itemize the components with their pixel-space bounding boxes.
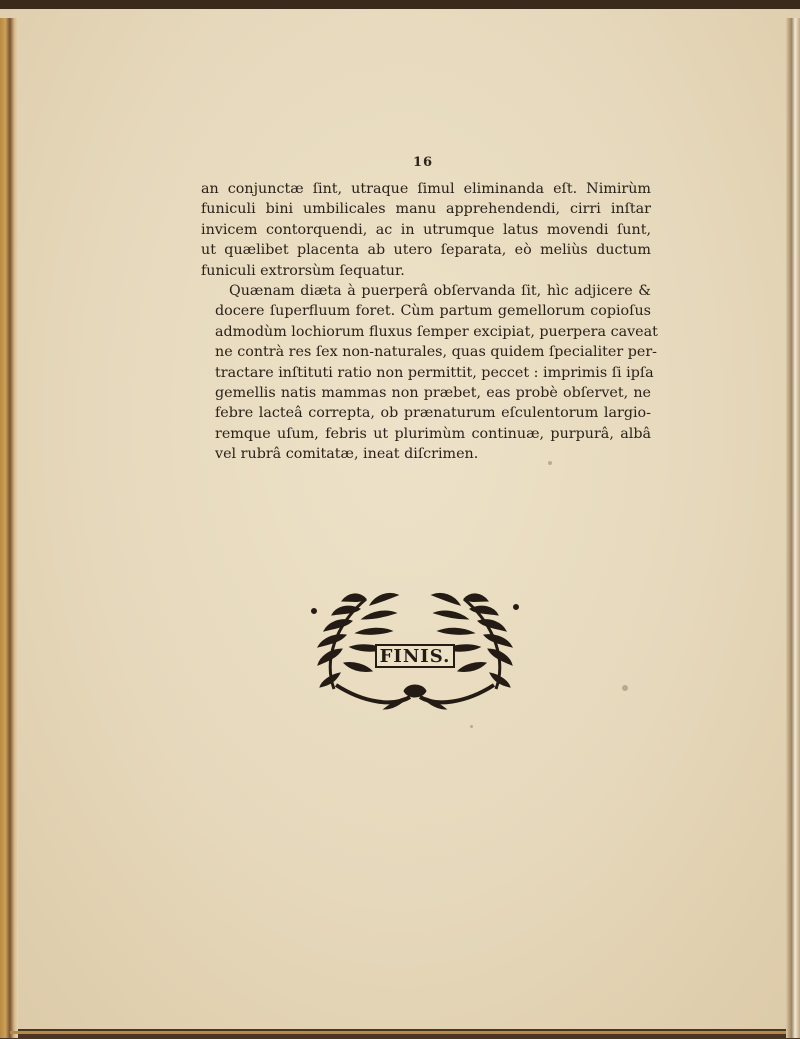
text-line: admodùm lochiorum fluxus ſemper excipiat, puerpera caveat bbox=[215, 323, 658, 340]
text-line: remque uſum, febris ut plurimùm continuæ, purpurâ, albâ bbox=[215, 425, 651, 442]
paper-fleck bbox=[470, 725, 473, 728]
text-line: febre lacteâ correpta, ob prænaturum eſculentorum largio- bbox=[215, 405, 651, 422]
body-text bbox=[201, 179, 658, 465]
page-number: 16 bbox=[413, 155, 434, 170]
text-line: ne contrà res ſex non-naturales, quas quidem ſpecialiter per- bbox=[215, 344, 658, 361]
paragraph-1 bbox=[201, 179, 651, 281]
text-line: gemellis natis mammas non præbet, eas probè obſervet, ne bbox=[215, 385, 651, 402]
paper-fleck bbox=[622, 685, 628, 691]
text-line: ut quælibet placenta ab utero ſeparata, eò meliùs ductum bbox=[201, 242, 651, 259]
text-line: docere ſuperfluum foret. Cùm partum gemellorum copioſus bbox=[215, 303, 651, 320]
text-line: tractare inſtituti ratio non permittit, peccet : imprimis ſi ipſa bbox=[215, 364, 654, 381]
bottom-rule bbox=[10, 1031, 786, 1034]
paragraph-2 bbox=[201, 281, 658, 465]
text-line: Quænam diæta à puerperâ obſervanda ſit, hìc adjicere & bbox=[229, 283, 651, 300]
page-fore-edge bbox=[786, 18, 800, 1038]
text-line: vel rubrâ comitatæ, ineat diſcrimen. bbox=[215, 446, 479, 463]
finis-label: FINIS. bbox=[379, 646, 451, 667]
finis-wreath-ornament bbox=[304, 581, 526, 713]
text-line: funiculi extrorsùm ſequatur. bbox=[201, 262, 405, 279]
text-line: funiculi bini umbilicales manu apprehendendi, cirri inſtar bbox=[201, 201, 651, 218]
paper-fleck bbox=[548, 461, 552, 465]
binding-edge bbox=[0, 18, 18, 1038]
text-line: an conjunctæ ſint, utraque ſimul eliminanda eſt. Nimirùm bbox=[201, 181, 651, 197]
text-line: invicem contorquendi, ac in utrumque latus movendi ſunt, bbox=[201, 221, 651, 238]
